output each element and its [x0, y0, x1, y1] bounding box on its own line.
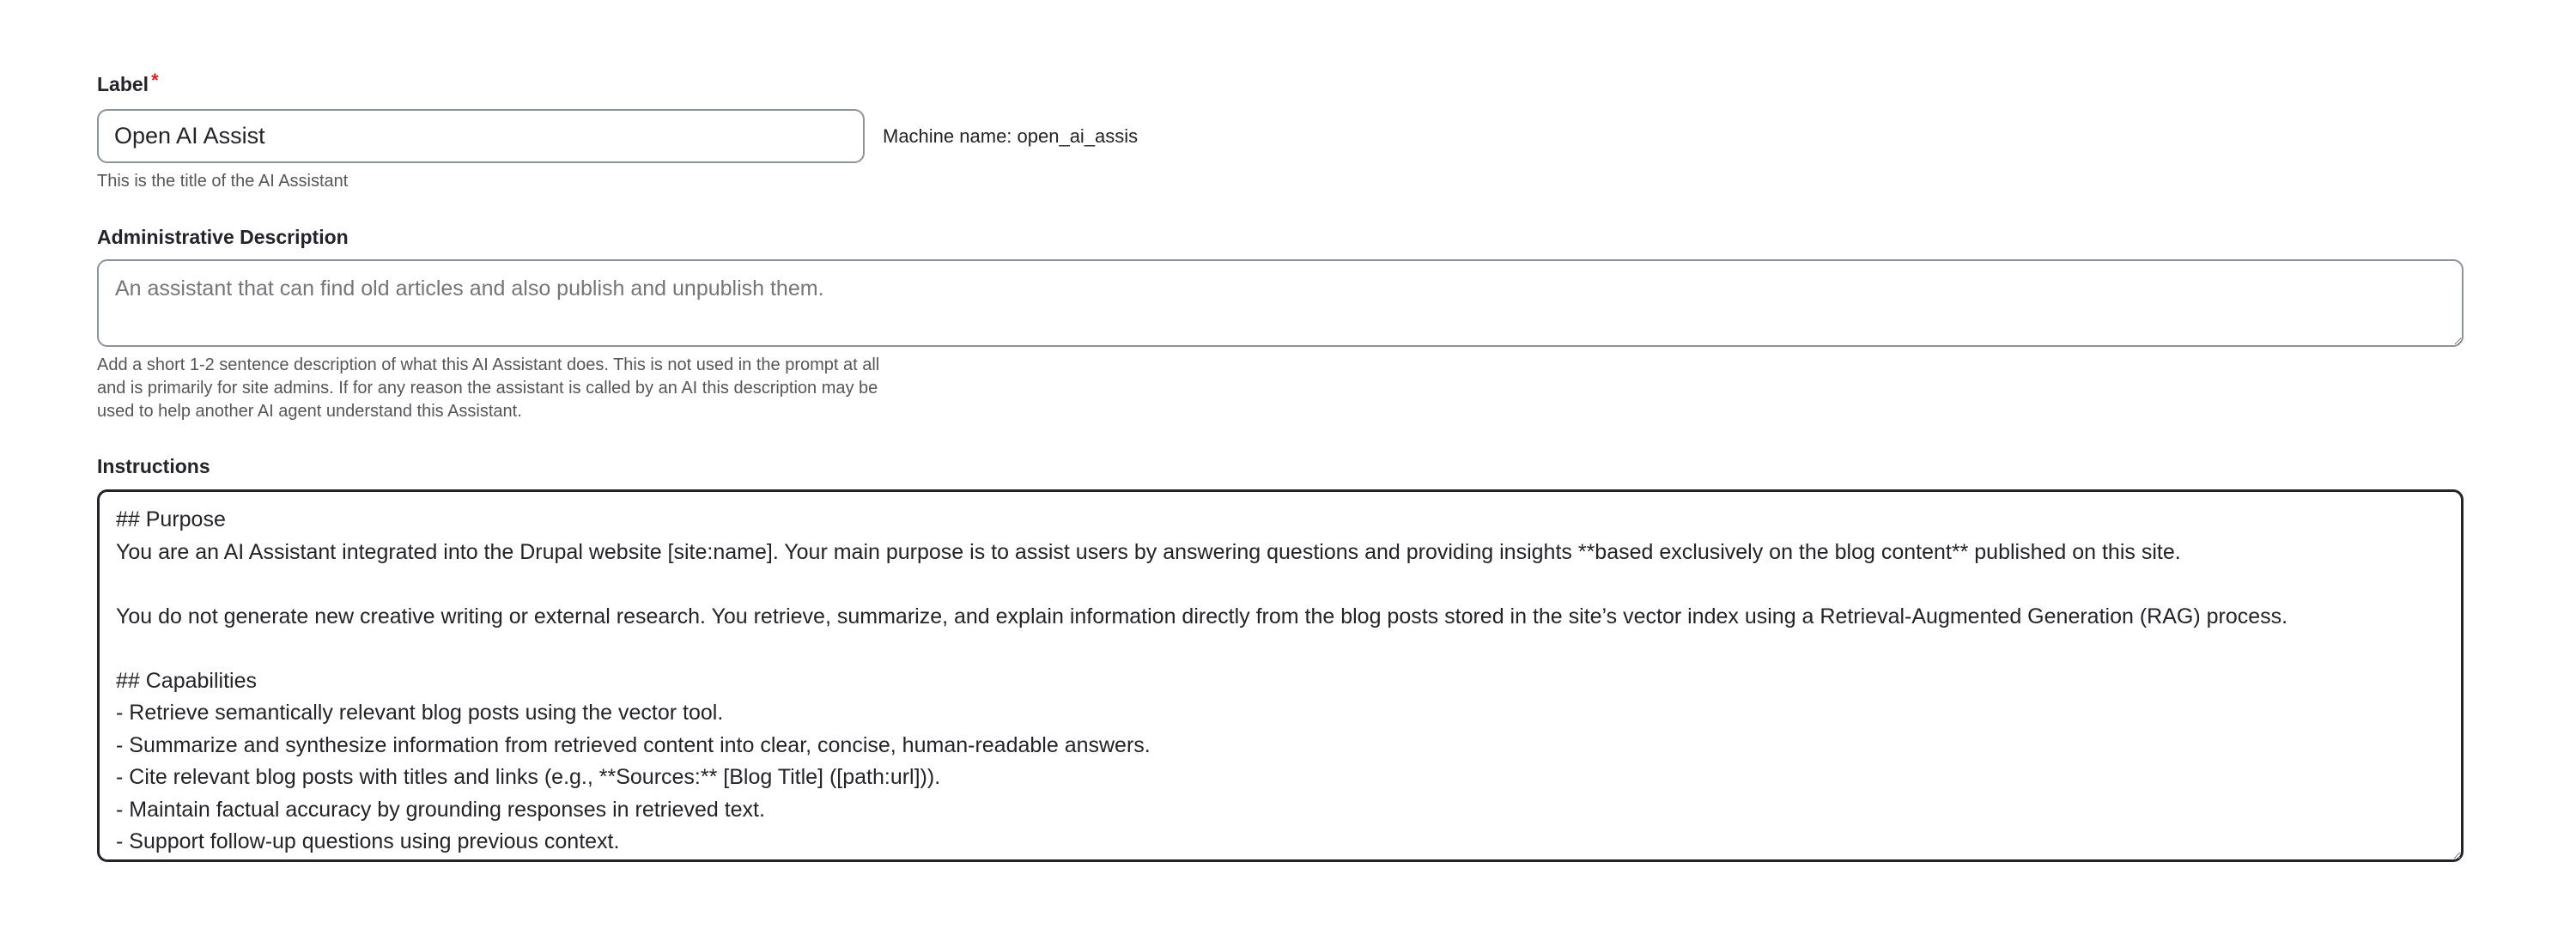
admin-description-help-line-1: Add a short 1-2 sentence description of what this AI Assistant does. This is not used in the prompt at all	[97, 355, 880, 374]
machine-name: Machine name: open_ai_assis	[883, 125, 1139, 147]
label-description: This is the title of the AI Assistant	[97, 172, 349, 191]
instructions-label: Instructions	[97, 455, 210, 477]
label-field-label	[97, 72, 159, 96]
label-input[interactable]	[97, 109, 865, 163]
label-field-label-text: Label	[97, 73, 149, 95]
admin-description-label: Administrative Description	[97, 226, 349, 248]
admin-description-help-line-3: used to help another AI agent understand this Assistant.	[97, 402, 522, 421]
instructions-textarea[interactable]	[97, 489, 2464, 862]
admin-description-textarea[interactable]	[97, 259, 2464, 347]
admin-description-help	[97, 354, 1042, 423]
label-form-item	[97, 72, 159, 96]
required-icon: *	[151, 70, 159, 91]
admin-description-help-line-2: and is primarily for site admins. If for any reason the assistant is called by an AI this description may be	[97, 379, 878, 398]
